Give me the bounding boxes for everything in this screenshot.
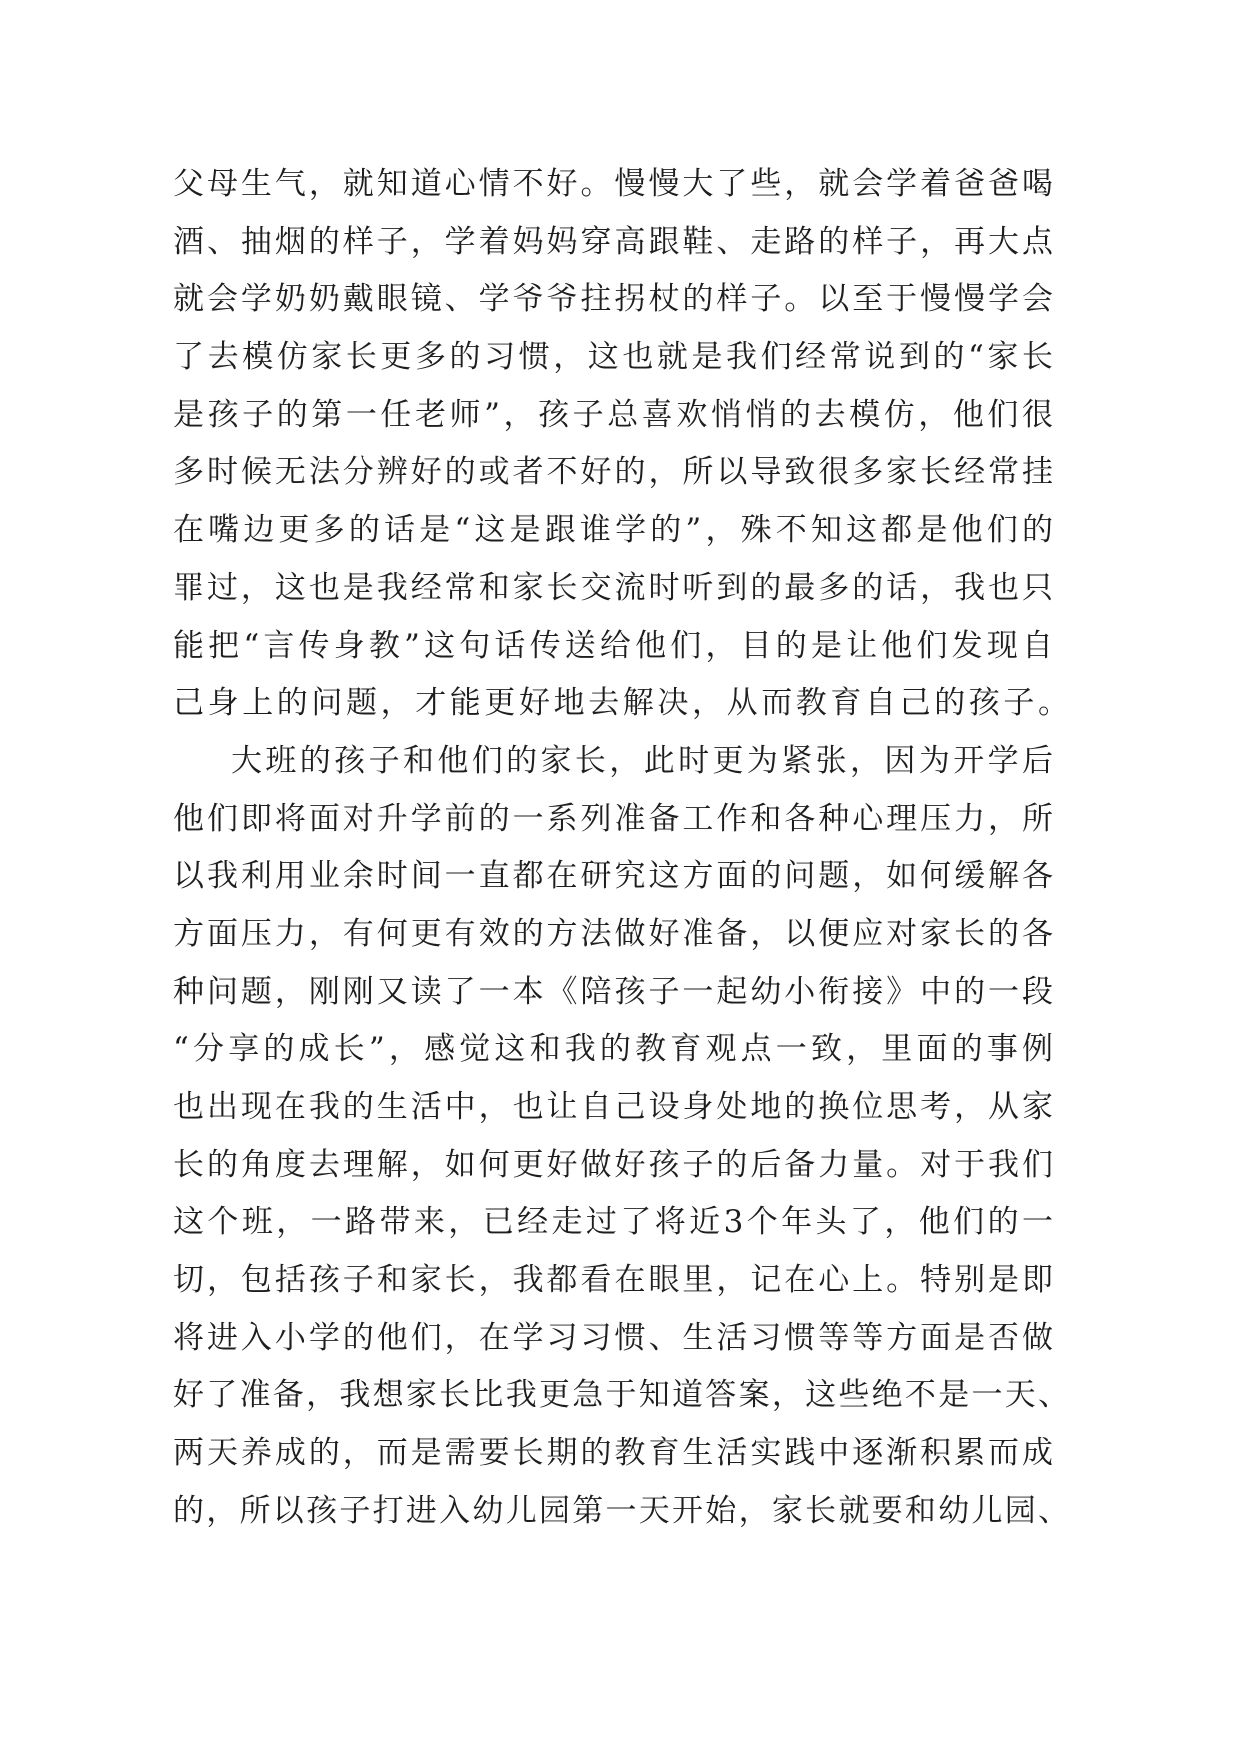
text-line: 多时候无法分辨好的或者不好的，所以导致很多家长经常挂 <box>173 454 1053 491</box>
text-line: “分享的成长”，感觉这和我的教育观点一致，里面的事例 <box>173 1031 1053 1068</box>
text-line: 这个班，一路带来，已经走过了将近3个年头了，他们的一 <box>173 1204 1053 1241</box>
text-line: 己身上的问题，才能更好地去解决，从而教育自己的孩子。 <box>173 685 1069 722</box>
text-line: 大班的孩子和他们的家长，此时更为紧张，因为开学后 <box>231 742 1053 779</box>
text-line: 是孩子的第一任老师”，孩子总喜欢悄悄的去模仿，他们很 <box>173 396 1053 433</box>
text-line: 在嘴边更多的话是“这是跟谁学的”，殊不知这都是他们的 <box>173 512 1053 549</box>
paragraph-2 <box>173 733 1073 1541</box>
text-line: 酒、抽烟的样子，学着妈妈穿高跟鞋、走路的样子，再大点 <box>173 223 1053 260</box>
text-line: 两天养成的，而是需要长期的教育生活实践中逐渐积累而成 <box>173 1435 1053 1472</box>
text-line: 将进入小学的他们，在学习习惯、生活习惯等等方面是否做 <box>173 1319 1053 1356</box>
text-line: 父母生气，就知道心情不好。慢慢大了些，就会学着爸爸喝 <box>173 166 1053 202</box>
text-line: 能把“言传身教”这句话传送给他们，目的是让他们发现自 <box>173 627 1053 664</box>
text-line: 方面压力，有何更有效的方法做好准备，以便应对家长的各 <box>173 915 1053 952</box>
text-line: 的，所以孩子打进入幼儿园第一天开始，家长就要和幼儿园、 <box>173 1492 1069 1529</box>
text-line: 罪过，这也是我经常和家长交流时听到的最多的话，我也只 <box>173 569 1053 606</box>
text-line: 切，包括孩子和家长，我都看在眼里，记在心上。特别是即 <box>173 1262 1053 1299</box>
text-line: 就会学奶奶戴眼镜、学爷爷拄拐杖的样子。以至于慢慢学会 <box>173 281 1053 318</box>
text-line: 种问题，刚刚又读了一本《陪孩子一起幼小衔接》中的一段 <box>173 973 1053 1010</box>
text-line: 他们即将面对升学前的一系列准备工作和各种心理压力，所 <box>173 800 1053 837</box>
text-line: 好了准备，我想家长比我更急于知道答案，这些绝不是一天、 <box>173 1377 1069 1414</box>
text-line: 长的角度去理解，如何更好做好孩子的后备力量。对于我们 <box>173 1146 1053 1183</box>
paragraph-1 <box>173 156 1073 733</box>
text-line: 以我利用业余时间一直都在研究这方面的问题，如何缓解各 <box>173 858 1053 895</box>
text-line: 也出现在我的生活中，也让自己设身处地的换位思考，从家 <box>173 1089 1053 1125</box>
text-line: 了去模仿家长更多的习惯，这也就是我们经常说到的“家长 <box>173 339 1053 376</box>
body-text <box>173 156 1073 1541</box>
